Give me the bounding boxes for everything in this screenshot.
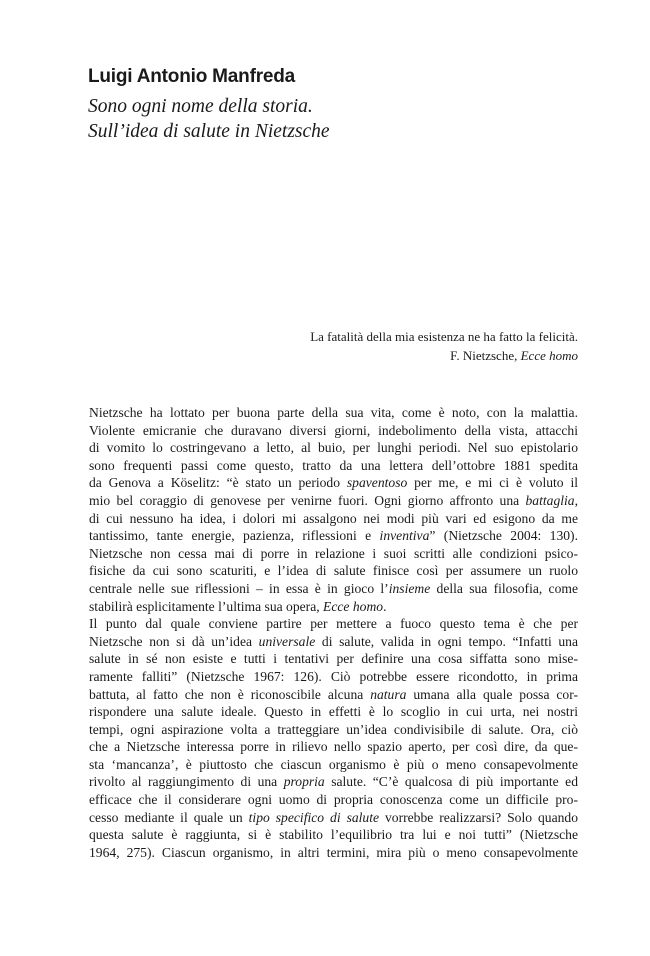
title-line-1: Sono ogni nome della storia. [88,96,313,117]
italic-segment: universale [258,633,316,649]
text-segment: di vomito lo costringevano a letto, al buio, per lunghi periodi. Nel suo epistolario [89,440,578,456]
text-line [74,686,578,704]
text-segment: , [574,492,578,508]
epigraph-attribution [310,346,578,365]
italic-segment: propria [283,774,325,790]
italic-segment: Ecce homo [323,598,384,614]
epigraph-quote: La fatalità della mia esistenza ne ha fatto la felicità. [310,329,578,344]
text-line [74,791,578,809]
italic-segment: spaventoso [346,475,408,491]
text-line [74,439,578,457]
text-segment: rispondere una salute ideale. Questo in effetti è lo scoglio in cui urta, nei nostri [89,704,578,720]
author-name: Luigi Antonio Manfreda [88,66,296,87]
text-segment: fisiche da cui sono scaturiti, e l’idea di salute finisce così per assumere un ruolo [89,563,578,579]
text-segment: 1964, 275). Ciascun organismo, in altri termini, mira più o meno consapevolmente [89,844,578,860]
text-line [74,422,578,440]
text-line [74,721,578,739]
text-line [74,598,578,616]
text-segment: che a Nietzsche interessa porre in rilievo nello spazio aperto, per così dire, da que- [89,739,578,755]
text-line [74,474,578,492]
text-line [74,809,578,827]
text-segment: ramente falliti” (Nietzsche 1967: 126). Ciò potrebbe essere ricondotto, in prima [89,668,578,684]
italic-segment: inventiva [379,528,430,544]
text-segment: ” (Nietzsche 2004: 130). [429,528,578,544]
text-segment: salute in sé non esiste e tutti i tentativi per definire una cosa siffatta sono mise- [89,651,578,667]
text-segment: tantissimo, tante energie, pazienza, riflessioni e [89,528,380,544]
text-line [74,756,578,774]
text-segment: cesso mediante il quale un [89,809,249,825]
text-line [74,404,578,422]
text-segment: per me, e mi ci è voluto il [407,475,579,491]
text-line [74,492,578,510]
text-segment: Violente emicranie che duravano diversi giorni, indebolimento della vista, attacchi [89,422,578,438]
text-segment: di cui nessuno ha idea, i dolori mi assalgono nei modi più vari ed esigono da me [89,510,578,526]
italic-segment: natura [370,686,407,702]
paragraph [74,404,578,615]
text-line [74,738,578,756]
text-segment: umana alla quale possa cor- [406,686,578,702]
article-title [88,94,330,144]
text-segment: sono frequenti passi come questo, tratto da una lettera dell’ottobre 1881 spedita [89,457,578,473]
text-segment: battuta, al fatto che non è riconoscibile alcuna [89,686,371,702]
text-segment: centrale nelle sue riflessioni – in essa è in gioco l’ [89,580,389,596]
attribution-work: Ecce homo [520,348,578,363]
text-line [74,650,578,668]
text-segment: Nietzsche non cessa mai di porre in relazione i suoi scritti alle condizioni psico- [89,545,578,561]
text-line [74,510,578,528]
text-line [74,580,578,598]
text-line [74,844,578,862]
text-segment: Nietzsche non si dà un’idea [89,633,259,649]
paragraph [74,615,578,861]
text-segment: della sua filosofia, come [430,580,578,596]
text-segment: rivolto al raggiungimento di una [89,774,284,790]
text-line [74,826,578,844]
text-segment: sta ‘mancanza’, è piuttosto che ciascun organismo è più o meno consapevolmente [89,756,578,772]
text-segment: questa salute è raggiunta, si è stabilito l’equilibrio tra lui e noi tutti” (Nietzsche [89,827,578,843]
text-line [74,668,578,686]
italic-segment: battaglia [525,492,575,508]
text-segment: tempi, ogni aspirazione volta a tratteggiare un’idea condivisibile di salute. Ora, ciò [89,721,578,737]
text-line [74,527,578,545]
text-segment: Il punto dal quale conviene partire per mettere a fuoco questo tema è che per [89,616,578,632]
title-line-2: Sull’idea di salute in Nietzsche [88,121,330,142]
text-line [74,703,578,721]
text-segment: stabilirà esplicitamente l’ultima sua opera, [89,598,324,614]
italic-segment: insieme [388,580,431,596]
text-line [74,562,578,580]
text-segment: da Genova a Köselitz: “è stato un periodo [89,475,347,491]
epigraph [310,327,578,365]
text-segment: di salute, valida in ogni tempo. “Infatti una [315,633,578,649]
text-segment: salute. “C’è qualcosa di più importante ed [324,774,579,790]
body-text [74,404,578,861]
text-line [74,615,578,633]
text-line [74,457,578,475]
text-segment: . [383,598,387,614]
text-segment: vorrebbe realizzarsi? Solo quando [379,809,579,825]
attribution-author: F. Nietzsche, [450,348,521,363]
text-segment: Nietzsche ha lottato per buona parte della sua vita, come è noto, con la malattia. [89,405,578,420]
text-segment: efficace che il considerare ogni uomo di propria conoscenza come un difficile pro- [89,792,578,808]
text-line [74,545,578,563]
text-segment: mio bel coraggio di genovese per venirne fuori. Ogni giorno affronto una [89,492,526,508]
text-line [74,773,578,791]
italic-segment: tipo specifico di salute [248,809,380,825]
text-line [74,633,578,651]
